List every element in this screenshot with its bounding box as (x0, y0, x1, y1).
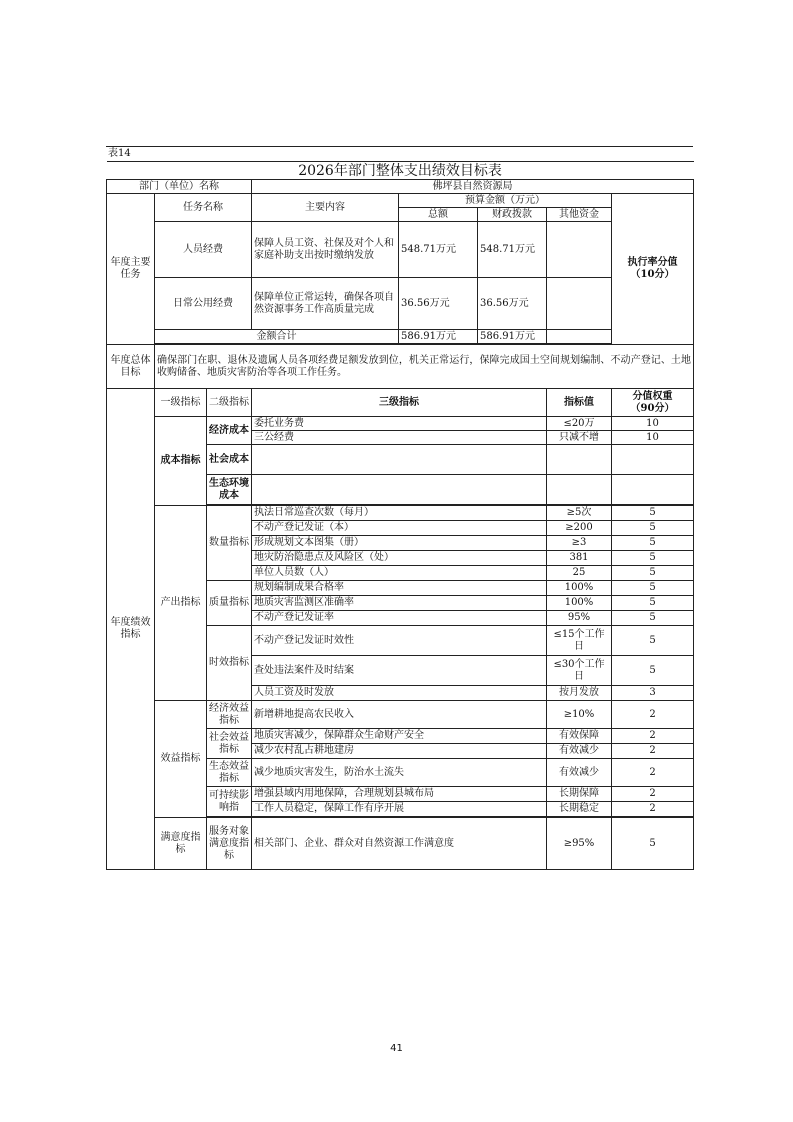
indicator-name: 工作人员稳定，保障工作有序开展 (252, 802, 547, 817)
indicator-weight: 10 (612, 417, 694, 431)
indicator-name: 执法日常巡查次数（每月） (252, 506, 547, 521)
indicator-name: 地质灾害监测区准确率 (252, 596, 547, 611)
indicator-value: 381 (547, 551, 612, 566)
indicator-name: 减少地质灾害发生，防治水土流失 (252, 759, 547, 787)
indicator-weight: 2 (612, 787, 694, 802)
indicator-name: 人员工资及时发放 (252, 686, 547, 701)
col-budget: 预算金额（万元） (399, 194, 612, 208)
indicator-name: 相关部门、企业、群众对自然资源工作满意度 (252, 818, 547, 870)
page-title: 2026年部门整体支出绩效目标表 (107, 162, 694, 180)
l2-social-benefit: 社会效益指标 (207, 729, 252, 759)
indicator-name: 地灾防治隐患点及风险区（处） (252, 551, 547, 566)
performance-target-sheet (106, 146, 693, 870)
col-l3: 三级指标 (252, 389, 547, 417)
indicator-name: 形成规划文本图集（册） (252, 536, 547, 551)
indicator-weight: 5 (612, 506, 694, 521)
sum-label: 金额合计 (155, 330, 399, 344)
col-value: 指标值 (547, 389, 612, 417)
task-fiscal: 548.71万元 (478, 222, 547, 278)
indicator-value: ≤30个工作日 (547, 656, 612, 686)
col-budget-total: 总额 (399, 208, 478, 222)
col-budget-fiscal: 财政拨款 (478, 208, 547, 222)
col-budget-other: 其他资金 (547, 208, 612, 222)
indicator-weight (612, 475, 694, 505)
indicator-weight: 2 (612, 744, 694, 759)
col-main-content: 主要内容 (252, 194, 399, 222)
l1-output: 产出指标 (155, 506, 207, 701)
l2-quality: 质量指标 (207, 581, 252, 626)
indicator-name: 不动产登记发证时效性 (252, 626, 547, 656)
l2-eco-benefit: 生态效益指标 (207, 759, 252, 787)
l2-sustain: 可持续影响指 (207, 787, 252, 817)
indicator-value (547, 475, 612, 505)
indicator-weight: 2 (612, 729, 694, 744)
indicator-weight: 10 (612, 431, 694, 445)
col-l2: 二级指标 (207, 389, 252, 417)
indicator-weight: 2 (612, 802, 694, 817)
indicator-weight: 2 (612, 759, 694, 787)
indicator-name (252, 445, 547, 475)
indicator-weight: 2 (612, 701, 694, 729)
indicator-name: 单位人员数（人） (252, 566, 547, 581)
l1-benefit: 效益指标 (155, 701, 207, 818)
indicator-weight (612, 445, 694, 475)
indicator-name (252, 475, 547, 505)
exec-score-value: （10分） (630, 269, 675, 280)
indicator-value: 95% (547, 611, 612, 626)
indicator-weight: 5 (612, 611, 694, 626)
indicator-weight: 5 (612, 551, 694, 566)
indicator-value: ≥5次 (547, 506, 612, 521)
l2-economic-benefit: 经济效益指标 (207, 701, 252, 729)
l2-timeliness: 时效指标 (207, 626, 252, 701)
dept-label: 部门（单位）名称 (107, 180, 252, 194)
l2-satisfaction: 服务对象满意度指标 (207, 818, 252, 870)
page-number: 41 (390, 1043, 403, 1054)
indicator-weight: 5 (612, 656, 694, 686)
indicator-name: 新增耕地提高农民收入 (252, 701, 547, 729)
dept-value: 佛坪县自然资源局 (252, 180, 694, 194)
col-weight-label: 分值权重 (632, 390, 673, 402)
indicator-value: ≥95% (547, 818, 612, 870)
indicator-name: 委托业务费 (252, 417, 547, 431)
indicator-value: ≥10% (547, 701, 612, 729)
indicator-weight: 5 (612, 581, 694, 596)
indicator-value: 100% (547, 596, 612, 611)
task-name: 日常公用经费 (155, 278, 252, 330)
goal-label: 年度总体目标 (107, 345, 155, 389)
indicator-name: 增强县域内用地保障，合理规划县城布局 (252, 787, 547, 802)
task-content: 保障人员工资、社保及对个人和家庭补助支出按时缴纳发放 (252, 222, 399, 278)
col-weight (612, 389, 694, 417)
indicator-name: 三公经费 (252, 431, 547, 445)
l2-eco-cost: 生态环境成本 (207, 475, 252, 505)
indicator-value (547, 445, 612, 475)
l1-cost: 成本指标 (155, 417, 207, 506)
indicator-value: 有效保障 (547, 729, 612, 744)
indicator-value: ≥3 (547, 536, 612, 551)
indicator-weight: 5 (612, 596, 694, 611)
indicator-weight: 5 (612, 566, 694, 581)
indicator-weight: 5 (612, 818, 694, 870)
sum-total: 586.91万元 (399, 330, 478, 344)
indicator-value: 按月发放 (547, 686, 612, 701)
indicator-name: 不动产登记发证（本） (252, 521, 547, 536)
indicators-row-label: 年度绩效指标 (107, 389, 155, 870)
task-other (547, 278, 612, 330)
exec-score-cell (612, 194, 694, 345)
col-task-name: 任务名称 (155, 194, 252, 222)
performance-table (106, 161, 694, 870)
indicator-name: 不动产登记发证率 (252, 611, 547, 626)
indicator-value: ≥200 (547, 521, 612, 536)
indicator-value: 25 (547, 566, 612, 581)
col-l1: 一级指标 (155, 389, 207, 417)
indicator-name: 减少农村乱占耕地建房 (252, 744, 547, 759)
indicator-value: 长期稳定 (547, 802, 612, 817)
l2-social-cost: 社会成本 (207, 445, 252, 475)
indicator-weight: 5 (612, 536, 694, 551)
exec-score-label: 执行率分值 (627, 257, 678, 268)
sum-fiscal: 586.91万元 (478, 330, 547, 344)
indicator-name: 地质灾害减少，保障群众生命财产安全 (252, 729, 547, 744)
indicator-value: 长期保障 (547, 787, 612, 802)
indicator-value: ≤15个工作日 (547, 626, 612, 656)
indicator-weight: 5 (612, 626, 694, 656)
task-name: 人员经费 (155, 222, 252, 278)
indicator-value: 只减不增 (547, 431, 612, 445)
task-other (547, 222, 612, 278)
table-label: 表14 (106, 146, 693, 161)
task-content: 保障单位正常运转，确保各项自然资源事务工作高质量完成 (252, 278, 399, 330)
indicator-value: 100% (547, 581, 612, 596)
indicator-value: 有效减少 (547, 759, 612, 787)
l2-quantity: 数量指标 (207, 506, 252, 581)
indicator-weight: 5 (612, 521, 694, 536)
goal-text: 确保部门在职、退休及遗属人员各项经费足额发放到位，机关正常运行，保障完成国土空间规划编制、不动产登记、土地收购储备、地质灾害防治等各项工作任务。 (155, 345, 694, 389)
indicator-value: 有效减少 (547, 744, 612, 759)
task-fiscal: 36.56万元 (478, 278, 547, 330)
tasks-row-label: 年度主要任务 (107, 194, 155, 345)
col-weight-sub: （90分） (630, 402, 675, 414)
sum-other (547, 330, 612, 344)
l2-economic-cost: 经济成本 (207, 417, 252, 445)
indicator-value: ≤20万 (547, 417, 612, 431)
task-total: 548.71万元 (399, 222, 478, 278)
indicator-name: 规划编制成果合格率 (252, 581, 547, 596)
indicator-name: 查处违法案件及时结案 (252, 656, 547, 686)
l1-satisfaction: 满意度指标 (155, 818, 207, 870)
indicator-weight: 3 (612, 686, 694, 701)
task-total: 36.56万元 (399, 278, 478, 330)
